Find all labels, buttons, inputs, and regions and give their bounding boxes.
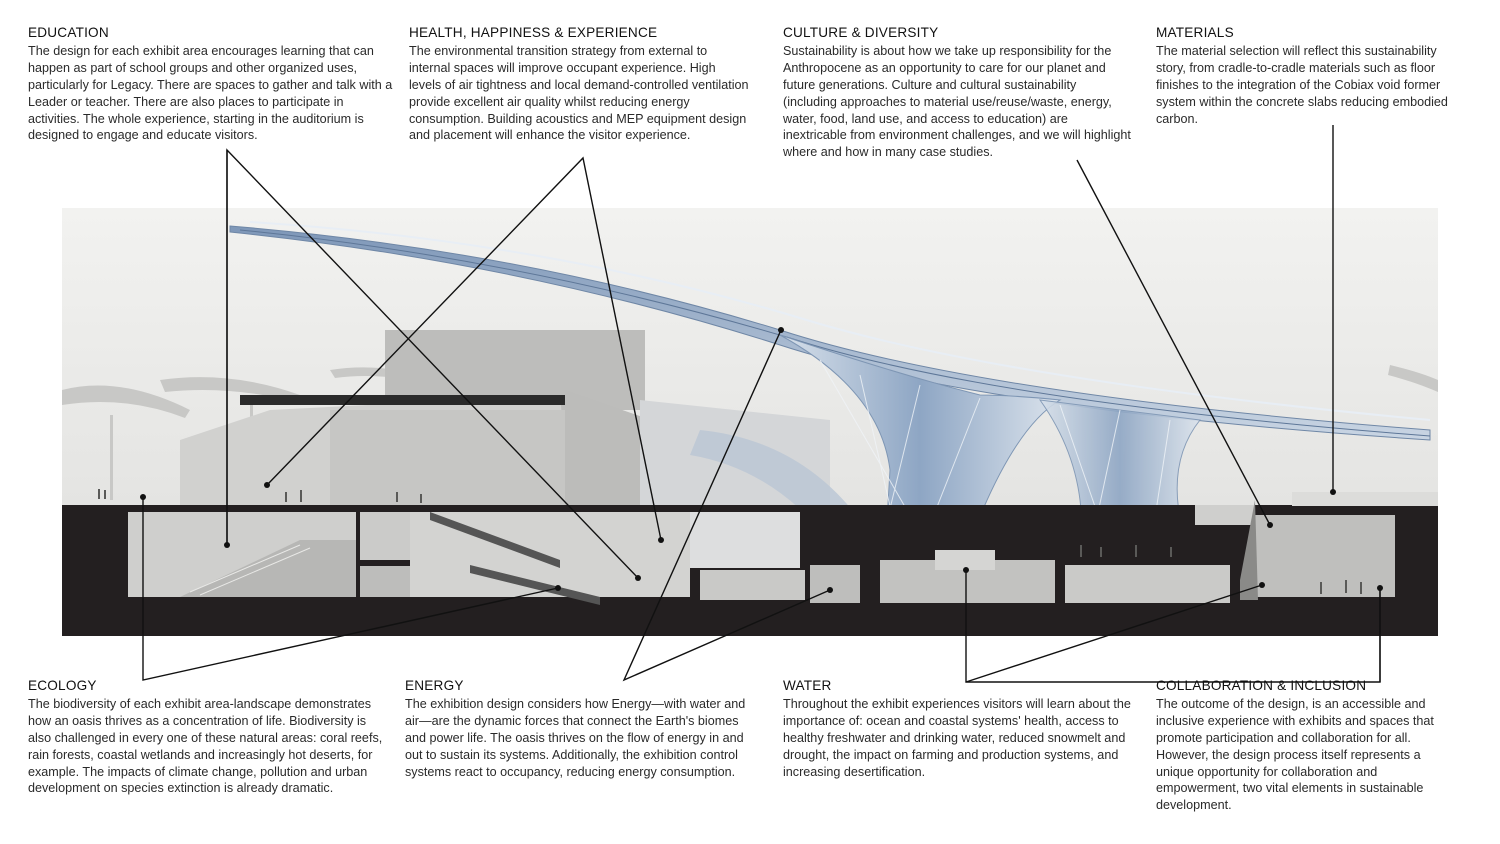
materials-title: MATERIALS — [1156, 25, 1234, 40]
materials-block — [1156, 25, 1456, 127]
culture-block — [783, 25, 1133, 161]
ecology-title: ECOLOGY — [28, 678, 97, 693]
water-body: Throughout the exhibit experiences visitors will learn about the importance of: ocean and coastal systems' health, access to healthy freshwater and drinking water, reduced snowmelt and drought, the impact on farming and production systems, and increasing desertification. — [783, 696, 1131, 779]
energy-body: The exhibition design considers how Energy—with water and air—are the dynamic forces that connect the Earth's biomes and power life. The oasis thrives on the flow of energy in and out to sustain its systems. Additionally, the exhibition control systems react to occupancy, reducing energy consumption. — [405, 696, 746, 779]
energy-block — [405, 678, 750, 780]
health-body: The environmental transition strategy from external to internal spaces will improve occupant experience. High levels of air tightness and local demand-controlled ventilation provide excellent air quality whilst reducing energy consumption. Building acoustics and MEP equipment design and placement will enhance the visitor experience. — [409, 43, 749, 143]
ecology-block — [28, 678, 386, 797]
education-block — [28, 25, 393, 144]
ecology-body: The biodiversity of each exhibit area-landscape demonstrates how an oasis thrives as a concentration of life. Biodiversity is also challenged in every one of these natural areas: coral reefs, rain forests, coastal wetlands and increasingly hot deserts, for example. The impacts of climate change, pollution and urban development on species extinction is already dramatic. — [28, 696, 383, 796]
culture-body: Sustainability is about how we take up responsibility for the Anthropocene as an opportunity to care for our planet and future generations. Culture and cultural sustainability (including approaches to material use/reuse/waste, energy, water, food, land use, and access to education) are inextricable from environment challenges, and we will highlight where and how in many case studies. — [783, 43, 1131, 160]
culture-title: CULTURE & DIVERSITY — [783, 25, 939, 40]
ground-section — [62, 492, 1438, 636]
education-title: EDUCATION — [28, 25, 109, 40]
collaboration-body: The outcome of the design, is an accessible and inclusive experience with exhibits and spaces that promote participation and collaboration for all. However, the design process itself represents a unique opportunity for collaboration and empowerment, two vital elements in sustainable development. — [1156, 696, 1434, 813]
collaboration-title: COLLABORATION & INCLUSION — [1156, 678, 1367, 693]
water-block — [783, 678, 1133, 780]
education-body: The design for each exhibit area encourages learning that can happen as part of school groups and other organized uses, particularly for Legacy. There are spaces to gather and talk with a Leader or teacher. There are also places to participate in activities. The whole experience, starting in the auditorium is designed to engage and educate visitors. — [28, 43, 393, 143]
health-title: HEALTH, HAPPINESS & EXPERIENCE — [409, 25, 658, 40]
collaboration-block — [1156, 678, 1456, 814]
energy-title: ENERGY — [405, 678, 464, 693]
health-block — [409, 25, 749, 144]
water-title: WATER — [783, 678, 832, 693]
materials-body: The material selection will reflect this sustainability story, from cradle-to-cradle materials such as floor finishes to the integration of the Cobiax void former system within the concrete slabs reducing embodied carbon. — [1156, 43, 1448, 126]
